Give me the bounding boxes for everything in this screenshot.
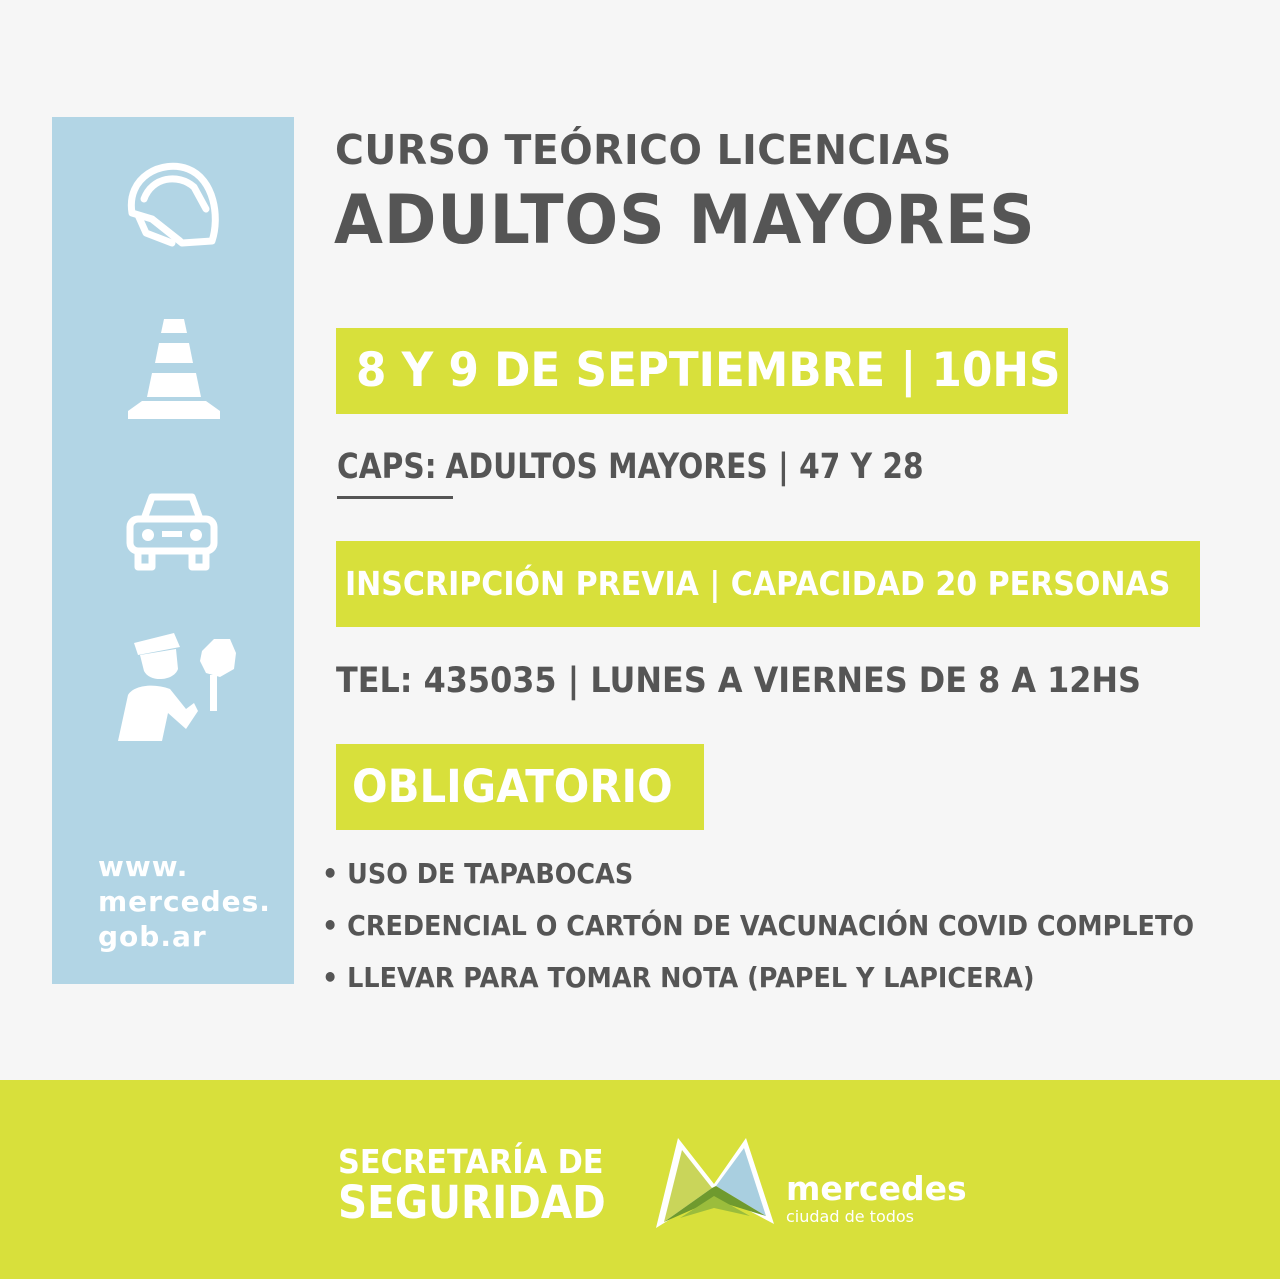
car-icon [124,489,220,573]
requirement-text: • CREDENCIAL O CARTÓN DE VACUNACIÓN COVID COMPLETO [322,909,1195,942]
requirements-list [322,848,1280,1004]
list-item [322,848,1280,900]
mercedes-logo-icon [650,1132,780,1232]
helmet-icon [122,155,222,253]
location-text [337,447,1020,487]
secretaria-line2: SEGURIDAD [338,1176,606,1229]
website-line: gob.ar [98,920,207,953]
website-line: www. [98,850,189,883]
website-line: mercedes. [98,885,271,918]
location-detail: ADULTOS MAYORES | 47 Y 28 [445,447,924,487]
requirement-text: • LLEVAR PARA TOMAR NOTA (PAPEL Y LAPICERA) [322,961,1035,994]
mandatory-banner [336,744,704,830]
sidebar-panel [52,117,294,984]
mandatory-title: OBLIGATORIO [352,760,673,813]
list-item [322,952,1280,1004]
brand-wordmark [786,1170,967,1226]
date-text: 8 Y 9 DE SEPTIEMBRE | 10HS [356,343,1061,398]
footer-band [0,1080,1280,1279]
requirement-text: • USO DE TAPABOCAS [322,857,634,890]
list-item [322,900,1280,952]
course-title: CURSO TEÓRICO LICENCIAS [335,126,952,174]
location-label-underline [337,496,453,499]
brand-name: mercedes [786,1169,967,1208]
secretaria-name [338,1142,636,1229]
registration-text: INSCRIPCIÓN PREVIA | CAPACIDAD 20 PERSONAS [345,564,1171,603]
phone-text: TEL: 435035 | LUNES A VIERNES DE 8 A 12HS [336,661,1141,701]
website-url [98,849,271,954]
location-label: CAPS: [337,447,437,487]
traffic-cone-icon [124,315,224,421]
location-line [337,447,965,487]
brand-tagline: ciudad de todos [786,1207,915,1226]
audience-title: ADULTOS MAYORES [334,181,1036,260]
registration-banner [336,541,1200,627]
date-banner [336,328,1068,414]
secretaria-line1: SECRETARÍA DE [338,1142,604,1181]
traffic-officer-icon [114,629,238,741]
phone-info [336,661,1221,701]
